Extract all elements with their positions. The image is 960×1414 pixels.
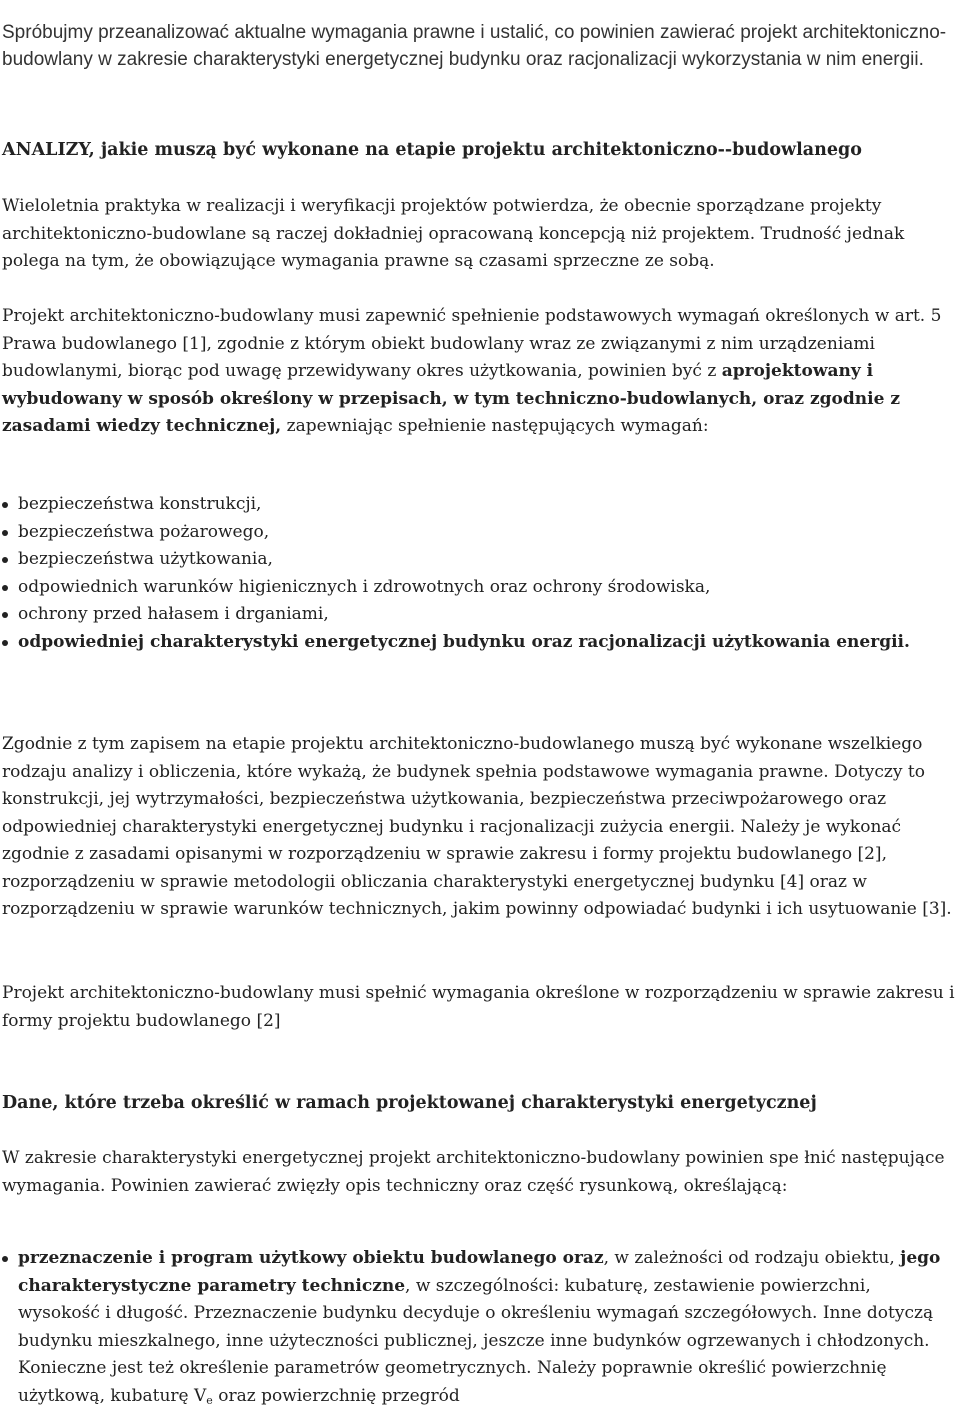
- list-item-bold-1: przeznaczenie i program użytkowy obiektu budowlanego oraz: [18, 1248, 604, 1268]
- intro-paragraph: Spróbujmy przeanalizować aktualne wymagania prawne i ustalić, co powinien zawierać projekt architektoniczno-budowlany w zakresie charakterystyki energetycznej budynku oraz racjonalizacji wykorzystania w nim energii.: [2, 22, 947, 70]
- list-item-text-3: oraz powierzchnię przegród: [212, 1385, 460, 1406]
- list-item-bold-2: jego charakterystyczne parametry techniczne: [18, 1248, 941, 1296]
- paragraph-zakres: Projekt architektoniczno-budowlany musi spełnić wymagania określone w rozporządzeniu w sprawie zakresu i formy projektu budowlanego [2]: [2, 983, 955, 1031]
- paragraph-praktyka: Wieloletnia praktyka w realizacji i weryfikacji projektów potwierdza, że obecnie sporządzane projekty architektoniczno-budowlane są raczej dokładniej opracowaną koncepcją niż projektem. Trudność jednak polega na tym, że obowiązujące wymagania prawne są czasami sprzeczne ze sobą.: [2, 196, 905, 271]
- paragraph-wymagania-bold: aprojektowany i wybudowany w sposób określony w przepisach, w tym techniczno-budowlanych, oraz zgodnie z zasadami wiedzy technicznej,: [2, 361, 900, 436]
- paragraph-wymagania-text-1: Projekt architektoniczno-budowlany musi zapewnić spełnienie podstawowych wymagań określonych w art. 5 Prawa budowlanego [1], zgodnie z którym obiekt budowlany wraz ze związanymi z nim urządzeniami budowlanymi, biorąc pod uwagę przewidywany okres użytkowania, powinien być z: [2, 306, 942, 381]
- list-item-subscript: e: [206, 1393, 213, 1407]
- list-item-text-2: , w szczególności: kubaturę, zestawienie powierzchni, wysokość i długość. Przeznaczenie budynku decyduje o określeniu wymagań szczegółowych. Inne dotyczą budynku mieszkalnego, inne użyteczności publicznej, jeszcze inne budynków ogrzewanych i chłodzonych. Konieczne jest też określenie parametrów geometrycznych. Należy poprawnie określić powierzchnię użytkową, kubaturę V: [18, 1275, 934, 1406]
- list-item-text-1: , w zależności od rodzaju obiektu,: [603, 1248, 901, 1268]
- section-heading-dane: Dane, które trzeba określić w ramach projektowanej charakterystyki energetycznej: [2, 1093, 817, 1113]
- paragraph-charakterystyka: W zakresie charakterystyki energetycznej projekt architektoniczno-budowlany powinien spe łnić następujące wymagania. Powinien zawierać zwięzły opis techniczny oraz część rysunkową, określającą:: [2, 1148, 945, 1196]
- requirements-list: [2, 491, 958, 656]
- list-item: [2, 1245, 958, 1414]
- list-item: bezpieczeństwa użytkowania,: [2, 546, 958, 574]
- list-item: bezpieczeństwa konstrukcji,: [2, 491, 958, 519]
- list-item: ochrony przed hałasem i drganiami,: [2, 601, 958, 629]
- list-item: odpowiednich warunków higienicznych i zdrowotnych oraz ochrony środowiska,: [2, 574, 958, 602]
- paragraph-wymagania-text-2: zapewniając spełnienie następujących wymagań:: [281, 416, 709, 436]
- section-heading-analizy: ANALIZY, jakie muszą być wykonane na etapie projektu architektoniczno--budowlanego: [2, 140, 862, 160]
- determination-list: [2, 1245, 958, 1414]
- list-item: odpowiedniej charakterystyki energetycznej budynku oraz racjonalizacji użytkowania energii.: [2, 629, 958, 657]
- paragraph-wymagania: [2, 303, 958, 441]
- list-item: bezpieczeństwa pożarowego,: [2, 519, 958, 547]
- paragraph-analizy: Zgodnie z tym zapisem na etapie projektu architektoniczno-budowlanego muszą być wykonane wszelkiego rodzaju analizy i obliczenia, które wykażą, że budynek spełnia podstawowe wymagania prawne. Dotyczy to konstrukcji, jej wytrzymałości, bezpieczeństwa użytkowania, bezpieczeństwa przeciwpożarowego oraz odpowiedniej charakterystyki energetycznej budynku i racjonalizacji zużycia energii. Należy je wykonać zgodnie z zasadami opisanymi w rozporządzeniu w sprawie zakresu i formy projektu budowlanego [2], rozporządzeniu w sprawie metodologii obliczania charakterystyki energetycznej budynku [4] oraz w rozporządzeniu w sprawie warunków technicznych, jakim powinny odpowiadać budynki i ich usytuowanie [3].: [2, 734, 952, 919]
